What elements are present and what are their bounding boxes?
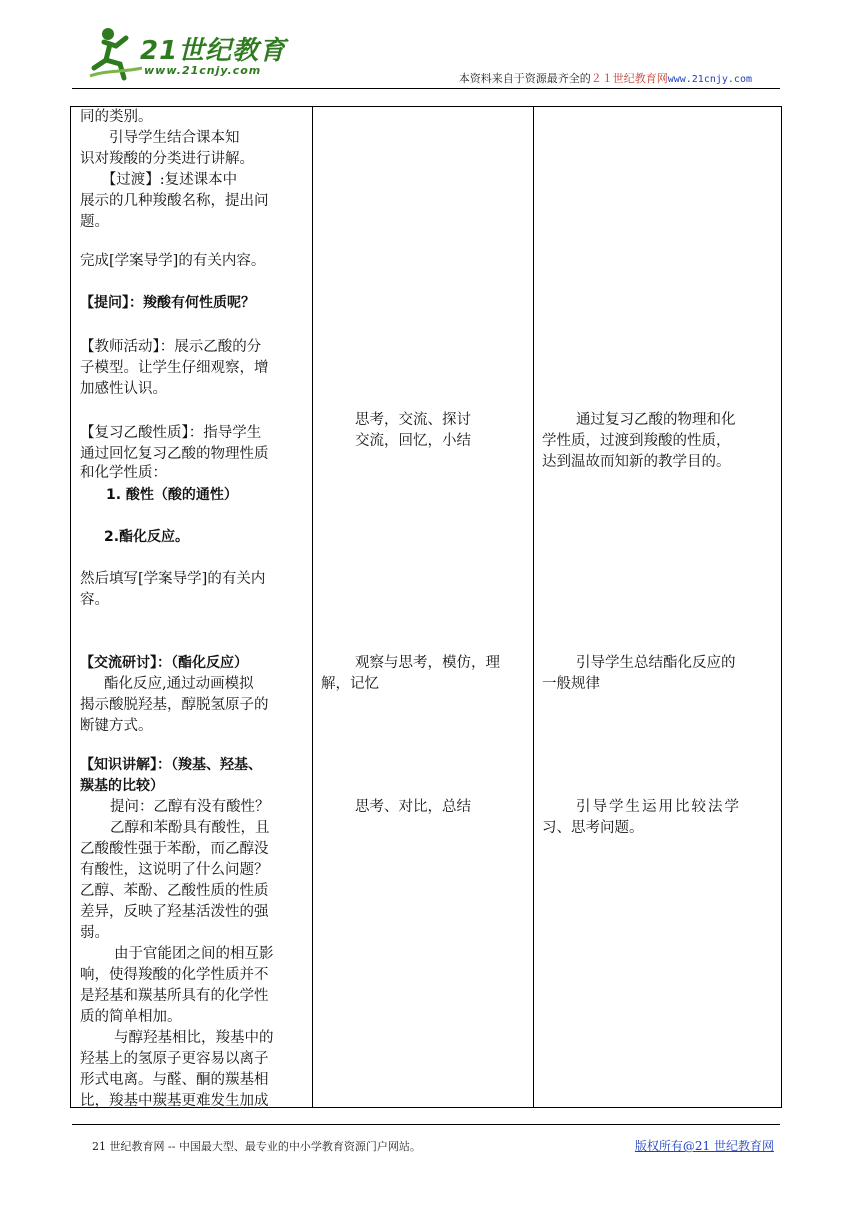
header-note-prefix: 本资料来自于资源最齐全的 [458, 72, 591, 85]
list-item: 2.酯化反应。 [104, 529, 190, 545]
text-line: 乙醇、苯酚、乙酸性质的性质 [80, 883, 269, 899]
question-heading: 【提问】：羧酸有何性质呢？ [80, 295, 255, 311]
text-line: 同的类别。 [80, 109, 153, 125]
header-divider [72, 88, 780, 89]
page-header [0, 0, 860, 96]
footer-tagline: 21 世纪教育网 -- 中国最大型、最专业的中小学教育资源门户网站。 [92, 1140, 421, 1153]
text-line: 题。 [80, 214, 109, 230]
text-line: 与醇羟基相比，羧基中的 [114, 1030, 274, 1046]
text-line: 识对羧酸的分类进行讲解。 [80, 151, 254, 167]
text-line: 引导学生总结酯化反应的 [576, 655, 736, 671]
text-line: 提问：乙醇有没有酸性？ [110, 799, 270, 815]
text-line: 加感性认识。 [80, 381, 167, 397]
text-line: 断键方式。 [80, 718, 153, 734]
text-line: 通过复习乙酸的物理和化 [576, 412, 736, 428]
text-line: 质的简单相加。 [80, 1009, 182, 1025]
table-row [71, 107, 782, 1108]
text-line: 揭示酸脱羟基，醇脱氢原子的 [80, 697, 269, 713]
text-line: 响，使得羧酸的化学性质并不 [80, 967, 269, 983]
text-line: 弱。 [80, 925, 109, 941]
text-line: 羟基上的氢原子更容易以离子 [80, 1051, 269, 1067]
text-line: 差异，反映了羟基活泼性的强 [80, 904, 269, 920]
student-activity-cell [313, 107, 534, 1108]
text-line: 容。 [80, 592, 109, 608]
text-line: 是羟基和羰基所具有的化学性 [80, 988, 269, 1004]
text-line: 酯化反应,通过动画模拟 [104, 676, 254, 692]
site-logo[interactable] [86, 24, 296, 84]
logo-url: www.21cnjy.com [144, 64, 262, 77]
text-line: 乙酸酸性强于苯酚，而乙醇没 [80, 841, 269, 857]
text-line: 展示的几种羧酸名称，提出问 [80, 193, 269, 209]
header-note-url[interactable]: www.21cnjy.com [667, 74, 752, 85]
logo-text: 21世纪教育 [140, 36, 287, 66]
header-note [459, 70, 752, 86]
text-line: 通过回忆复习乙酸的物理性质 [80, 446, 269, 462]
text-line: 观察与思考，模仿，理 [355, 655, 500, 671]
text-line: 引导学生结合课本知 [80, 130, 240, 146]
header-note-site[interactable]: ２１世纪教育网 [590, 72, 668, 85]
text-line: 学性质，过渡到羧酸的性质， [542, 433, 731, 449]
design-intent-cell [534, 107, 782, 1108]
footer-divider [72, 1124, 780, 1125]
text-line: 由于官能团之间的相互影 [114, 946, 274, 962]
text-line: 达到温故而知新的教学目的。 [542, 454, 731, 470]
lesson-table [70, 106, 782, 1108]
knowledge-heading: 【知识讲解】：（羧基、羟基、 [80, 757, 262, 773]
text-line: 子模型。让学生仔细观察，增 [80, 360, 269, 376]
text-line: 一般规律 [542, 676, 600, 692]
text-line: 有酸性，这说明了什么问题？ [80, 862, 269, 878]
teacher-activity-heading: 【教师活动】：展示乙酸的分 [80, 339, 262, 355]
runner-logo-icon [86, 24, 146, 84]
text-line: 比，羧基中羰基更难发生加成 [80, 1093, 269, 1109]
knowledge-heading-cont: 羰基的比较） [80, 778, 164, 794]
text-line: 和化学性质： [80, 465, 167, 481]
footer-copyright-link[interactable]: 版权所有@21 世纪教育网 [634, 1139, 774, 1153]
text-line: 习、思考问题。 [542, 820, 644, 836]
text-line: 形式电离。与醛、酮的羰基相 [80, 1072, 269, 1088]
text-line: 完成[学案导学]的有关内容。 [80, 253, 266, 269]
review-heading: 【复习乙酸性质】：指导学生 [80, 425, 262, 441]
text-line: 乙醇和苯酚具有酸性，且 [110, 820, 270, 836]
teacher-activity-cell [71, 107, 313, 1108]
text-line: 思考、对比，总结 [355, 799, 471, 815]
list-item: 1. 酸性（酸的通性） [106, 487, 238, 503]
discussion-heading: 【交流研讨】：（酯化反应） [80, 655, 248, 671]
text-line: 然后填写[学案导学]的有关内 [80, 571, 266, 587]
text-line: 引导学生运用比较法学 [576, 799, 741, 815]
transition-heading: 【过渡】:复述课本中 [80, 172, 238, 188]
text-line: 思考，交流、探讨 [355, 412, 471, 428]
text-line: 交流，回忆，小结 [355, 433, 471, 449]
text-line: 解，记忆 [321, 676, 379, 692]
